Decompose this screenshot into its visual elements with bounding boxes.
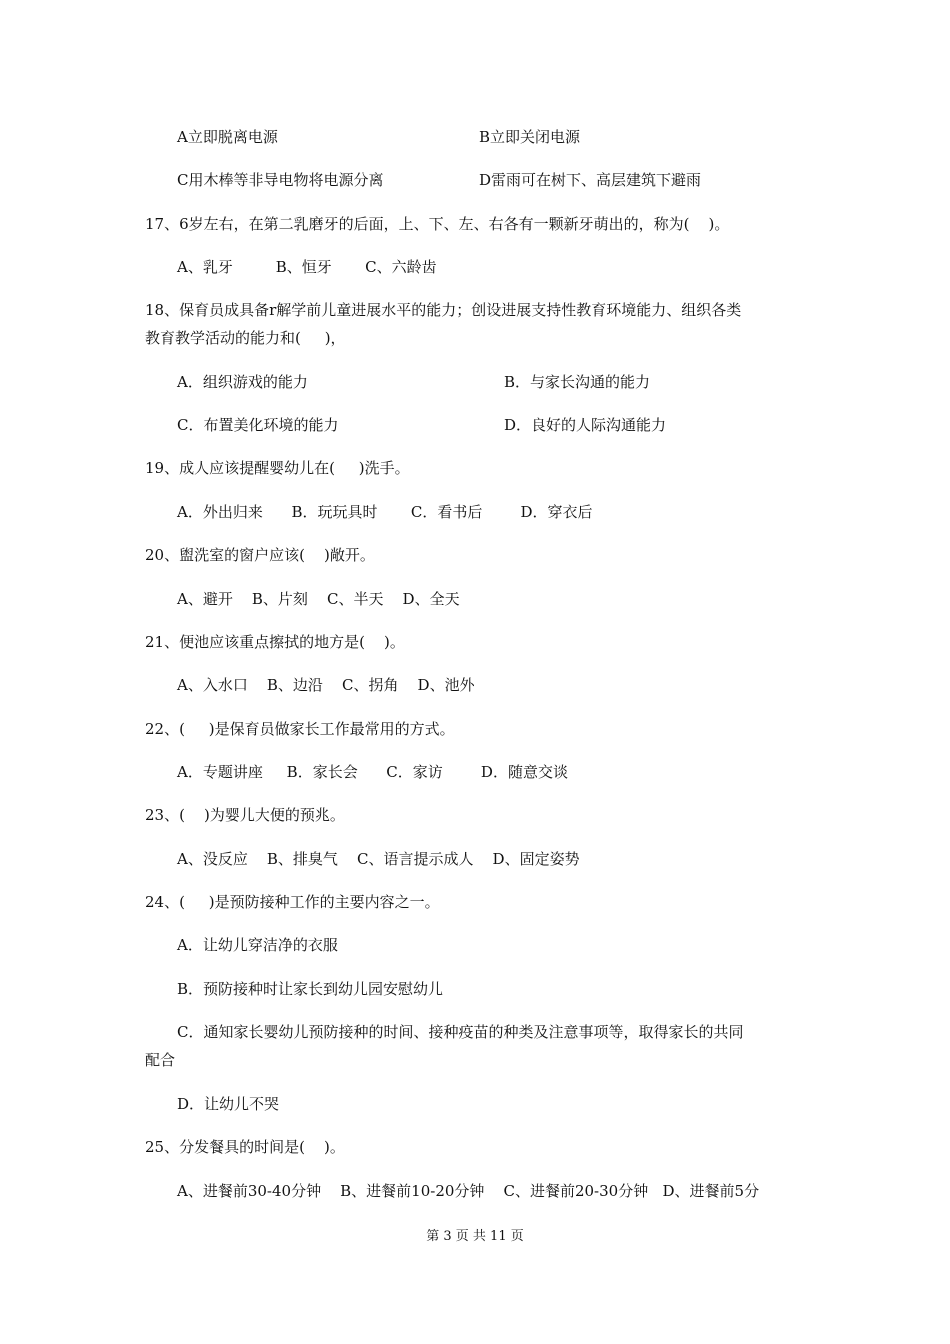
question-25: 25、分发餐具的时间是( )。 — [145, 1138, 345, 1156]
option-16-d: D雷雨可在树下、高层建筑下避雨 — [479, 171, 702, 189]
option-18-b: B．与家长沟通的能力 — [504, 373, 651, 391]
question-21: 21、便池应该重点擦拭的地方是( )。 — [145, 633, 405, 651]
option-18-d: D．良好的人际沟通能力 — [504, 416, 667, 434]
option-18-a: A．组织游戏的能力 — [177, 373, 308, 391]
question-22: 22、( )是保育员做家长工作最常用的方式。 — [145, 720, 455, 738]
question-24: 24、( )是预防接种工作的主要内容之一。 — [145, 893, 440, 911]
options-17: A、乳牙 B、恒牙 C、六龄齿 — [177, 258, 437, 276]
option-18-c: C．布置美化环境的能力 — [177, 416, 339, 434]
options-20: A、避开 B、片刻 C、半天 D、全天 — [177, 590, 460, 608]
page-footer: 第 3 页 共 11 页 — [426, 1229, 524, 1244]
question-19: 19、成人应该提醒婴幼儿在( )洗手。 — [145, 459, 410, 477]
option-16-a: A立即脱离电源 — [177, 128, 278, 146]
option-24-c-line-2: 配合 — [145, 1051, 176, 1069]
question-18-line-1: 18、保育员成具备r解学前儿童进展水平的能力；创设进展支持性教育环境能力、组织各类 — [145, 301, 742, 319]
options-21: A、入水口 B、边沿 C、拐角 D、池外 — [177, 676, 475, 694]
option-24-b: B．预防接种时让家长到幼儿园安慰幼儿 — [177, 980, 444, 998]
question-17: 17、6岁左右，在第二乳磨牙的后面，上、下、左、右各有一颗新牙萌出的，称为( )。 — [145, 215, 730, 233]
option-16-c: C用木棒等非导电物将电源分离 — [177, 171, 384, 189]
option-24-c-line-1: C．通知家长婴幼儿预防接种的时间、接种疫苗的种类及注意事项等，取得家长的共同 — [177, 1023, 744, 1041]
options-23: A、没反应 B、排臭气 C、语言提示成人 D、固定姿势 — [177, 850, 580, 868]
question-18-line-2: 教育教学活动的能力和( )， — [145, 329, 346, 347]
options-22: A．专题讲座 B．家长会 C．家访 D．随意交谈 — [177, 763, 568, 781]
question-20: 20、盥洗室的窗户应该( )敞开。 — [145, 546, 375, 564]
option-24-a: A．让幼儿穿洁净的衣服 — [177, 936, 338, 954]
options-25: A、进餐前30-40分钟 B、进餐前10-20分钟 C、进餐前20-30分钟 D、进餐前5分 — [177, 1182, 760, 1200]
question-23: 23、( )为婴儿大便的预兆。 — [145, 806, 345, 824]
options-19: A．外出归来 B．玩玩具时 C．看书后 D．穿衣后 — [177, 503, 593, 521]
option-16-b: B立即关闭电源 — [479, 128, 581, 146]
option-24-d: D．让幼儿不哭 — [177, 1095, 280, 1113]
